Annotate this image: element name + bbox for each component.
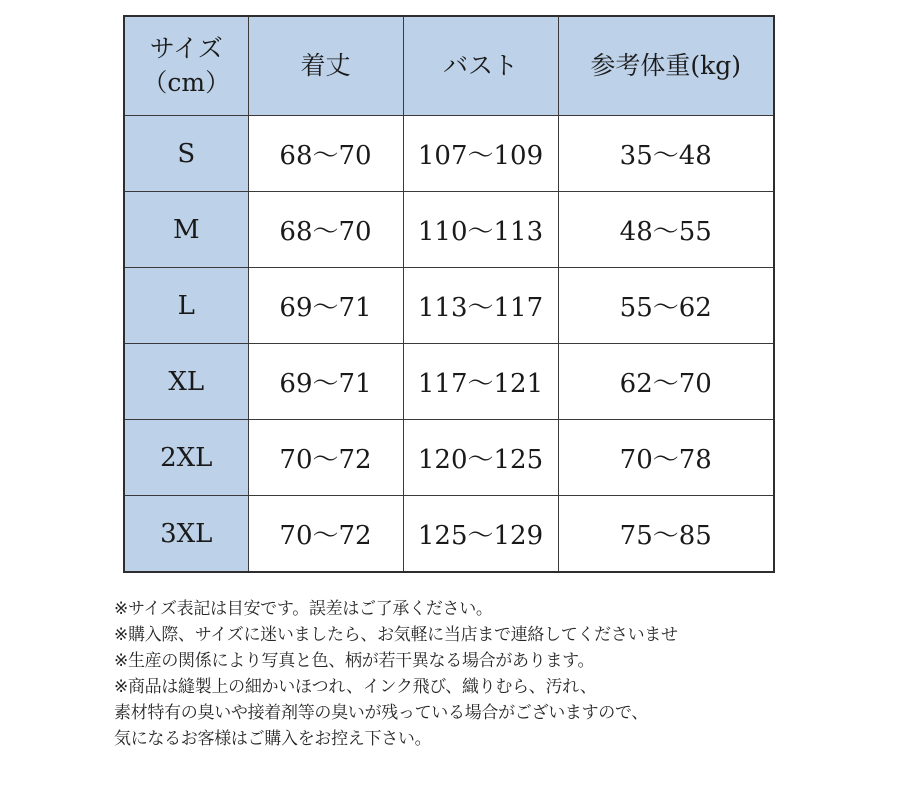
table-row bbox=[124, 420, 774, 496]
length-value: 70〜72 bbox=[248, 496, 403, 573]
bust-value: 107〜109 bbox=[403, 116, 558, 192]
note-line: 気になるお客様はご購入をお控え下さい。 bbox=[114, 729, 432, 749]
table-row bbox=[124, 116, 774, 192]
table-row bbox=[124, 344, 774, 420]
header-size-unit: （cm） bbox=[142, 68, 231, 97]
weight-value: 70〜78 bbox=[558, 420, 774, 496]
weight-value: 55〜62 bbox=[558, 268, 774, 344]
bust-value: 117〜121 bbox=[403, 344, 558, 420]
weight-value: 75〜85 bbox=[558, 496, 774, 573]
note-line: ※購入際、サイズに迷いましたら、お気軽に当店まで連絡してくださいませ bbox=[114, 625, 678, 645]
length-value: 69〜71 bbox=[248, 344, 403, 420]
header-weight: 参考体重(kg) bbox=[558, 16, 774, 116]
note-line: 素材特有の臭いや接着剤等の臭いが残っている場合がございますので、 bbox=[114, 703, 649, 723]
header-bust: バスト bbox=[403, 16, 558, 116]
note-line: ※生産の関係により写真と色、柄が若干異なる場合があります。 bbox=[114, 651, 595, 671]
header-size bbox=[124, 16, 248, 116]
length-value: 68〜70 bbox=[248, 116, 403, 192]
size-notes bbox=[114, 596, 678, 752]
weight-value: 35〜48 bbox=[558, 116, 774, 192]
length-value: 69〜71 bbox=[248, 268, 403, 344]
table-row bbox=[124, 192, 774, 268]
size-label: L bbox=[124, 268, 248, 344]
length-value: 68〜70 bbox=[248, 192, 403, 268]
bust-value: 113〜117 bbox=[403, 268, 558, 344]
table-header-row bbox=[124, 16, 774, 116]
table-row bbox=[124, 496, 774, 573]
size-label: S bbox=[124, 116, 248, 192]
weight-value: 48〜55 bbox=[558, 192, 774, 268]
bust-value: 125〜129 bbox=[403, 496, 558, 573]
size-label: M bbox=[124, 192, 248, 268]
size-chart-table bbox=[123, 15, 775, 573]
note-line: ※商品は縫製上の細かいほつれ、インク飛び、織りむら、汚れ、 bbox=[114, 677, 597, 697]
header-size-label: サイズ bbox=[149, 34, 223, 64]
size-label: 3XL bbox=[124, 496, 248, 573]
bust-value: 120〜125 bbox=[403, 420, 558, 496]
weight-value: 62〜70 bbox=[558, 344, 774, 420]
size-label: XL bbox=[124, 344, 248, 420]
bust-value: 110〜113 bbox=[403, 192, 558, 268]
table-row bbox=[124, 268, 774, 344]
header-length: 着丈 bbox=[248, 16, 403, 116]
length-value: 70〜72 bbox=[248, 420, 403, 496]
note-line: ※サイズ表記は目安です。誤差はご了承ください。 bbox=[114, 599, 493, 619]
size-label: 2XL bbox=[124, 420, 248, 496]
